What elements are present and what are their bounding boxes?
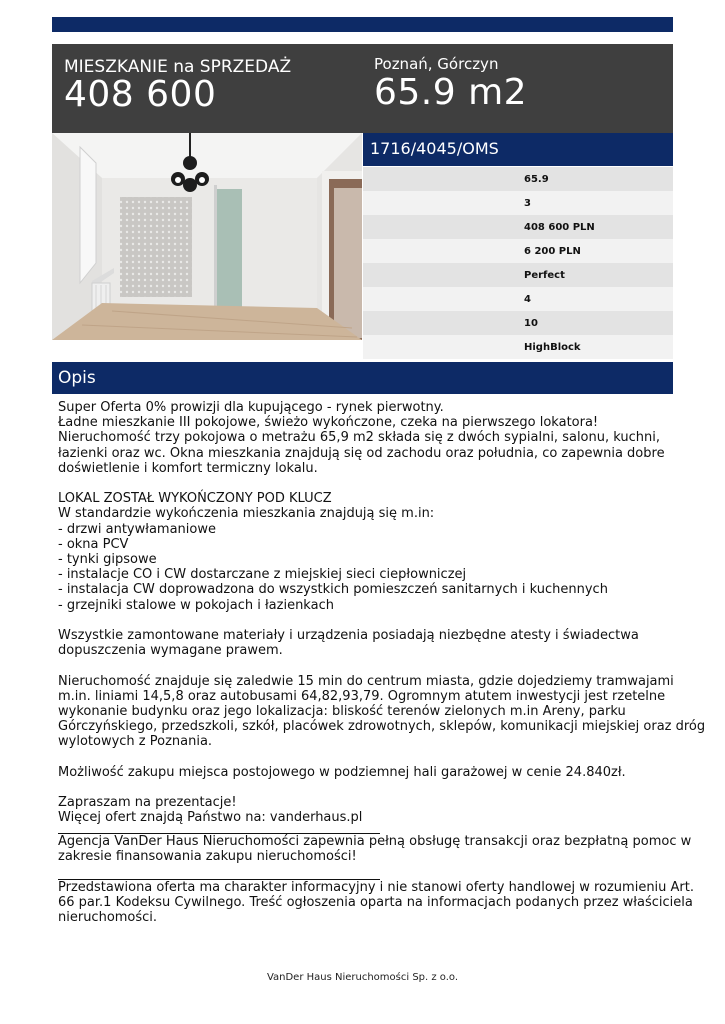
description-line: Nieruchomość znajduje się zaledwie 15 min do centrum miasta, gdzie dojedziemy tramwajami <box>58 673 674 689</box>
property-row <box>363 287 673 311</box>
property-value: 3 <box>524 198 531 209</box>
description-line: Wszystkie zamontowane materiały i urządzenia posiadają niezbędne atesty i świadectwa <box>58 628 639 644</box>
description-line: łazienki oraz wc. Okna mieszkania znajdują się od zachodu oraz południa, co zapewnia dobre <box>58 445 665 461</box>
description-line: Przedstawiona oferta ma charakter informacyjny i nie stanowi oferty handlowej w rozumieniu Art. <box>58 880 695 896</box>
property-row <box>363 191 673 215</box>
property-value: HighBlock <box>524 342 581 353</box>
top-accent-bar <box>52 17 673 32</box>
apartment-photo <box>52 133 362 340</box>
description-line: W standardzie wykończenia mieszkania znajdują się m.in: <box>58 506 435 522</box>
property-value: 6 200 PLN <box>524 246 581 257</box>
property-value: Perfect <box>524 270 565 281</box>
description-line: - grzejniki stalowe w pokojach i łazienkach <box>58 597 334 613</box>
property-row <box>363 263 673 287</box>
footer-company: VanDer Haus Nieruchomości Sp. z o.o. <box>266 972 459 983</box>
description-line: zakresie finansowania zakupu nieruchomości! <box>58 848 357 864</box>
description-line: - drzwi antywłamaniowe <box>58 521 216 537</box>
description-line: Zapraszam na prezentacje! <box>58 795 237 811</box>
listing-type: MIESZKANIE na SPRZEDAŻ <box>64 57 292 77</box>
property-value: 4 <box>524 294 531 305</box>
description-line: Możliwość zakupu miejsca postojowego w podziemnej hali garażowej w cenie 24.840zł. <box>58 764 626 780</box>
property-row <box>363 215 673 239</box>
description-line: Super Oferta 0% prowizji dla kupującego - rynek pierwotny. <box>58 400 444 415</box>
property-row <box>363 311 673 335</box>
description-line: dopuszczenia wymagane prawem. <box>58 643 283 659</box>
description-line: - okna PCV <box>58 536 129 552</box>
paragraph-gap <box>58 780 670 795</box>
description-body <box>58 400 706 926</box>
property-row <box>363 167 673 191</box>
paragraph-gap <box>58 613 670 628</box>
reference-bar <box>363 133 673 166</box>
reference-number: 1716/4045/OMS <box>370 139 499 158</box>
description-line: Agencja VanDer Haus Nieruchomości zapewnia pełną obsługę transakcji oraz bezpłatną pomoc w <box>58 833 692 849</box>
property-value: 65.9 <box>524 174 549 185</box>
property-value: 10 <box>524 318 538 329</box>
description-line: Więcej ofert znajdą Państwo na: vanderhaus.pl <box>58 810 363 826</box>
description-section-header <box>52 362 673 394</box>
property-row <box>363 239 673 263</box>
paragraph-gap <box>58 658 670 673</box>
paragraph-gap <box>58 476 670 491</box>
listing-location: Poznań, Górczyn <box>374 55 499 73</box>
property-value: 408 600 PLN <box>524 222 595 233</box>
description-line: Ładne mieszkanie III pokojowe, świeżo wykończone, czeka na pierwszego lokatora! <box>58 415 599 431</box>
description-line: Górczyńskiego, przedszkoli, szkół, placówek zdrowotnych, sklepów, komunikacji miejskiej oraz dróg <box>58 719 706 735</box>
description-line: doświetlenie i komfort termiczny lokalu. <box>58 460 318 476</box>
property-row <box>363 335 673 359</box>
paragraph-gap <box>58 864 670 872</box>
description-line: 66 par.1 Kodeksu Cywilnego. Treść ogłoszenia oparta na informacjach podanych przez właściciela <box>58 895 693 911</box>
listing-area: 65.9 m2 <box>374 72 528 113</box>
description-line: - instalacja CW doprowadzona do wszystkich pomieszczeń sanitarnych i kuchennych <box>58 582 608 598</box>
listing-header <box>52 44 673 133</box>
description-line: - tynki gipsowe <box>58 552 157 568</box>
description-line: Nieruchomość trzy pokojowa o metrażu 65,9 m2 składa się z dwóch sypialni, salonu, kuchni, <box>58 430 660 446</box>
description-line: - instalacje CO i CW dostarczane z miejskiej sieci ciepłowniczej <box>58 567 467 583</box>
description-line: wylotowych z Poznania. <box>58 734 213 750</box>
section-title: Opis <box>58 368 96 388</box>
property-list <box>363 167 673 359</box>
description-line: m.in. liniami 14,5,8 oraz autobusami 64,82,93,79. Ogromnym atutem inwestycji jest rzetelne <box>58 688 666 704</box>
paragraph-gap <box>58 750 670 765</box>
listing-price: 408 600 <box>64 74 217 115</box>
description-line: LOKAL ZOSTAŁ WYKOŃCZONY POD KLUCZ <box>58 491 332 507</box>
description-line: wykonanie budynku oraz jego lokalizacja: bliskość terenów zielonych m.in Areny, parku <box>58 704 626 720</box>
description-line: nieruchomości. <box>58 910 158 926</box>
